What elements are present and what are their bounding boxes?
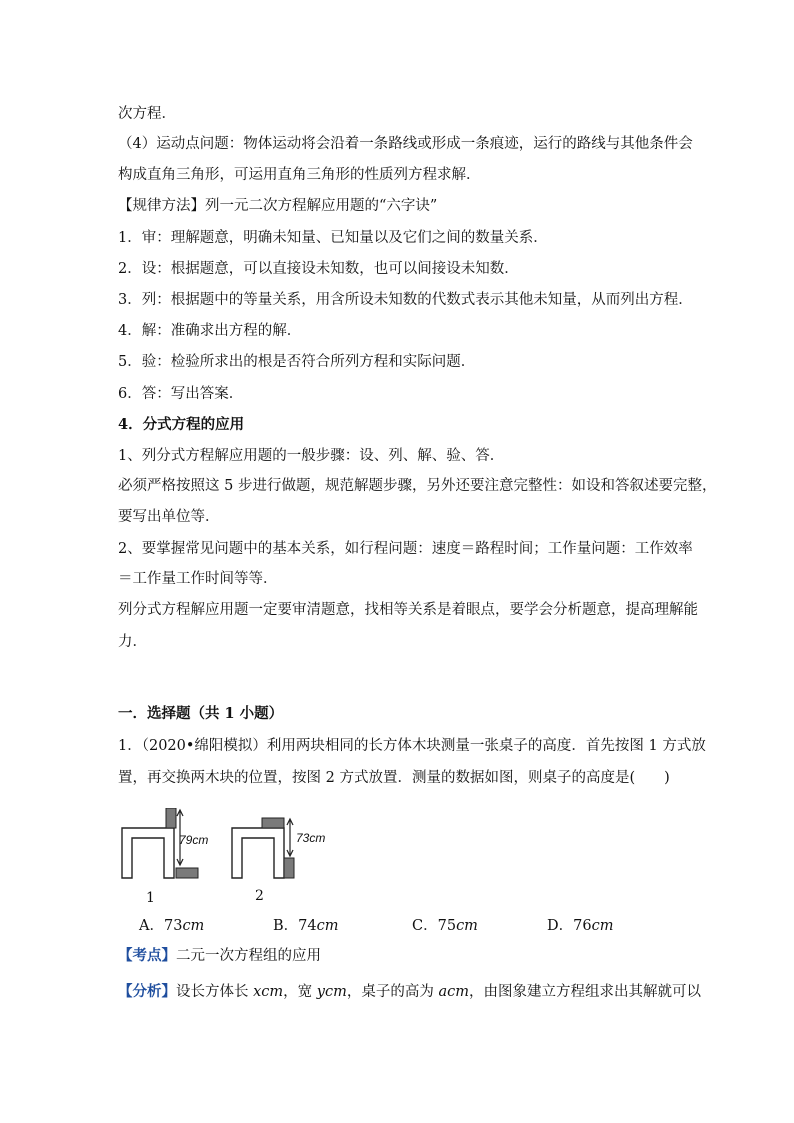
figure-2-label: 2 [255,888,264,904]
text-line: 1．审：理解题意，明确未知量、已知量以及它们之间的数量关系． [118,230,548,246]
option-d-unit: cm [591,918,614,934]
text-line: ＝工作量工作时间等等． [118,571,278,587]
text-line: 构成直角三角形，可运用直角三角形的性质列方程求解． [118,167,481,183]
option-c [412,914,478,935]
text-line: 力． [118,634,147,650]
text-line: 要写出单位等． [118,509,220,525]
text-line: 次方程． [118,106,176,122]
question-line: 置，再交换两木块的位置，按图 2 方式放置．测量的数据如图，则桌子的高度是( ) [118,770,670,786]
option-c-unit: cm [456,918,478,934]
text-line: 3．列：根据题中的等量关系，用含所设未知数的代数式表示其他未知量，从而列出方程． [118,292,693,308]
fenxi-text: ，宽 [283,984,317,1000]
kaodian-text: 二元一次方程组的应用 [176,948,321,964]
text-line: 1、列分式方程解应用题的一般步骤：设、列、解、验、答． [118,448,505,464]
block-1-bottom [176,868,198,878]
fenxi-line [118,982,701,1002]
text-line: （4）运动点问题：物体运动将会沿着一条路线或形成一条痕迹，运行的路线与其他条件会 [118,136,693,152]
figure-1-label: 1 [146,890,155,906]
option-b-value: 74 [298,918,317,934]
option-a [139,914,204,935]
block-2-bottom [284,858,294,878]
text-line: 4．解：准确求出方程的解． [118,323,302,339]
fenxi-var: acm [438,984,469,1000]
text-line: 【规律方法】列一元二次方程解应用题的“六字诀” [118,198,438,214]
measure-1-label: 79cm [179,833,209,847]
option-a-value: 73 [163,918,183,934]
option-a-letter: A． [139,918,164,934]
table-2-shape [232,828,284,878]
option-c-letter: C． [412,918,438,934]
fenxi-tag: 【分析】 [118,983,176,1000]
fenxi-var: ycm [316,984,347,1000]
text-line: 2、要掌握常见问题中的基本关系，如行程问题：速度＝路程时间；工作量问题：工作效率 [118,541,693,557]
section-title: 一．选择题（共 1 小题） [118,705,284,722]
fenxi-var: xcm [253,984,284,1000]
table-1-shape [122,828,174,878]
text-line: 列分式方程解应用题一定要审清题意，找相等关系是着眼点，要学会分析题意，提高理解能 [118,602,698,618]
text-line: 必须严格按照这 5 步进行做题，规范解题步骤，另外还要注意完整性：如设和答叙述要完整， [118,478,717,494]
text-line: 5．验：检验所求出的根是否符合所列方程和实际问题． [118,354,476,370]
option-b [273,914,338,935]
option-d [547,914,613,935]
block-2-top [262,818,284,828]
section-heading: 4．分式方程的应用 [118,416,245,433]
kaodian-tag: 【考点】 [118,947,176,964]
block-1-top [166,808,176,828]
option-b-letter: B． [273,918,299,934]
table-measure-figure [116,808,346,888]
measure-2-label: 73cm [296,831,326,845]
text-line: 2．设：根据题意，可以直接设未知数，也可以间接设未知数． [118,261,519,277]
option-d-letter: D． [547,918,574,934]
fenxi-text: ，由图象建立方程组求出其解就可以 [468,984,701,1000]
question-line: 1．（2020•绵阳模拟）利用两块相同的长方体木块测量一张桌子的高度．首先按图 1 方式放 [118,738,706,754]
text-line: 6．答：写出答案． [118,386,244,402]
option-a-unit: cm [182,918,205,934]
fenxi-text: 设长方体长 [176,984,254,1000]
option-d-value: 76 [573,918,592,934]
kaodian-line [118,946,321,966]
option-c-value: 75 [437,918,457,934]
fenxi-text: ，桌子的高为 [346,984,439,1000]
option-b-unit: cm [316,918,339,934]
